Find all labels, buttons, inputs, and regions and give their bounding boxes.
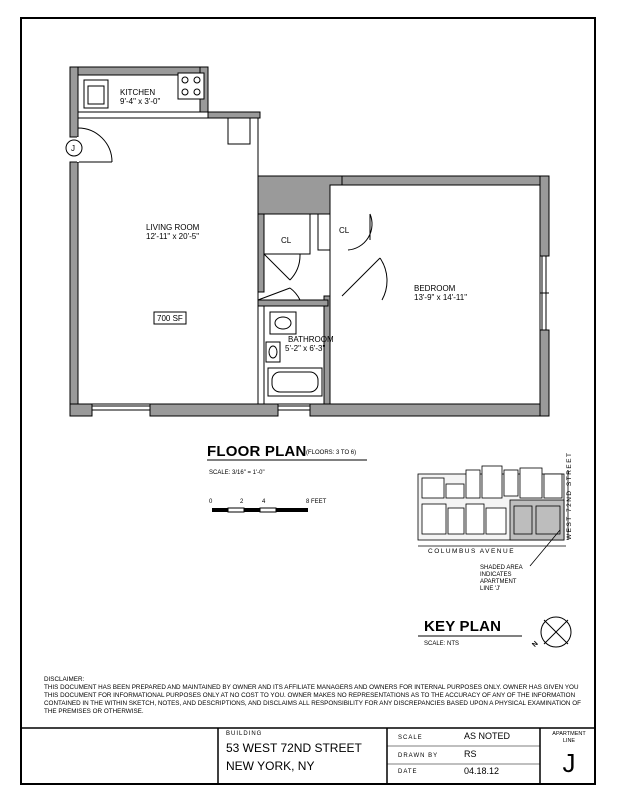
key-plan-title: KEY PLAN	[424, 618, 502, 635]
address-line-2: NEW YORK, NY	[226, 759, 315, 773]
kitchen-size: 9'-4" x 3'-0"	[120, 97, 161, 106]
living-room-label: LIVING ROOM	[146, 223, 200, 232]
scale-tick-0: 0	[209, 499, 213, 505]
key-plan-note-2: INDICATES	[480, 572, 512, 578]
area-label: 700 SF	[157, 314, 183, 323]
drawn-by-label: DRAWN BY	[398, 753, 439, 759]
key-plan-scale: SCALE: NTS	[424, 641, 460, 647]
scale-tick-4: 4	[262, 499, 266, 505]
bathroom-size: 5'-2" x 6'-3"	[285, 344, 326, 353]
apartment-line-label-2: LINE	[562, 738, 576, 744]
kitchen-label: KITCHEN	[120, 88, 156, 97]
bedroom-size: 13'-9" x 14'-11"	[414, 293, 468, 302]
entry-marker: J	[71, 144, 75, 153]
disclaimer-text: THIS DOCUMENT HAS BEEN PREPARED AND MAINTAINED BY OWNER AND ITS AFFILIATE MANAGERS AND OWNERS FOR INTERNAL PURPOSES ONLY. OWNER HAS GIVEN YOU THIS DOCUMENT FOR INFORMATIONAL PURPOSES ONLY AT NO COST TO YOU. OWNER MAKES NO REPRESENTATIONS AS TO THE ACCURACY OF ANY OF THE INFORMATION CONTAINED IN THE WITHIN SKETCH, NOTES, AND DESCRIPTIONS, AND DISCLAIMS ALL RESPONSIBILITY FOR ANY DISCREPANCIES BASED UPON A PHYSICAL EXAMINATION OF THE PREMISES OR OTHERWISE.	[44, 684, 581, 715]
key-plan-street-horizontal: COLUMBUS AVENUE	[428, 548, 516, 555]
bathroom-label: BATHROOM	[288, 335, 334, 344]
building-label: BUILDING	[226, 731, 263, 737]
interior-lines	[78, 75, 549, 410]
disclaimer	[44, 676, 584, 716]
disclaimer-heading: DISCLAIMER:	[44, 676, 85, 683]
apartment-line-label-1: APARTMENT	[552, 731, 586, 737]
closet-label-1: CL	[281, 236, 292, 245]
closet-label-2: CL	[339, 226, 350, 235]
key-plan-street-vertical: WEST 72ND STREET	[566, 451, 573, 540]
key-plan-note-1: SHADED AREA	[480, 565, 523, 571]
scale-bar	[212, 508, 308, 512]
scale-tick-8: 8 FEET	[306, 499, 327, 505]
north-arrow	[541, 617, 571, 647]
drawn-by-value: RS	[464, 749, 477, 759]
scale-label: SCALE	[398, 735, 423, 741]
key-plan-drawing	[418, 466, 568, 546]
key-plan-note-3: APARTMENT	[480, 579, 517, 585]
apartment-line-value: J	[562, 748, 576, 778]
bedroom-label: BEDROOM	[414, 284, 456, 293]
north-label: N	[531, 640, 540, 649]
scale-value: AS NOTED	[464, 731, 511, 741]
floor-plan-title: FLOOR PLAN	[207, 443, 307, 460]
date-label: DATE	[398, 769, 418, 775]
scale-tick-2: 2	[240, 499, 244, 505]
address-line-1: 53 WEST 72ND STREET	[226, 741, 362, 755]
floor-plan-scale: SCALE: 3/16" = 1'-0"	[209, 470, 265, 476]
living-room-size: 12'-11" x 20'-5"	[146, 232, 200, 241]
floor-plan-floors: (FLOORS: 3 TO 6)	[306, 450, 357, 456]
date-value: 04.18.12	[464, 766, 500, 776]
key-plan-note-4: LINE 'J'	[480, 586, 501, 592]
